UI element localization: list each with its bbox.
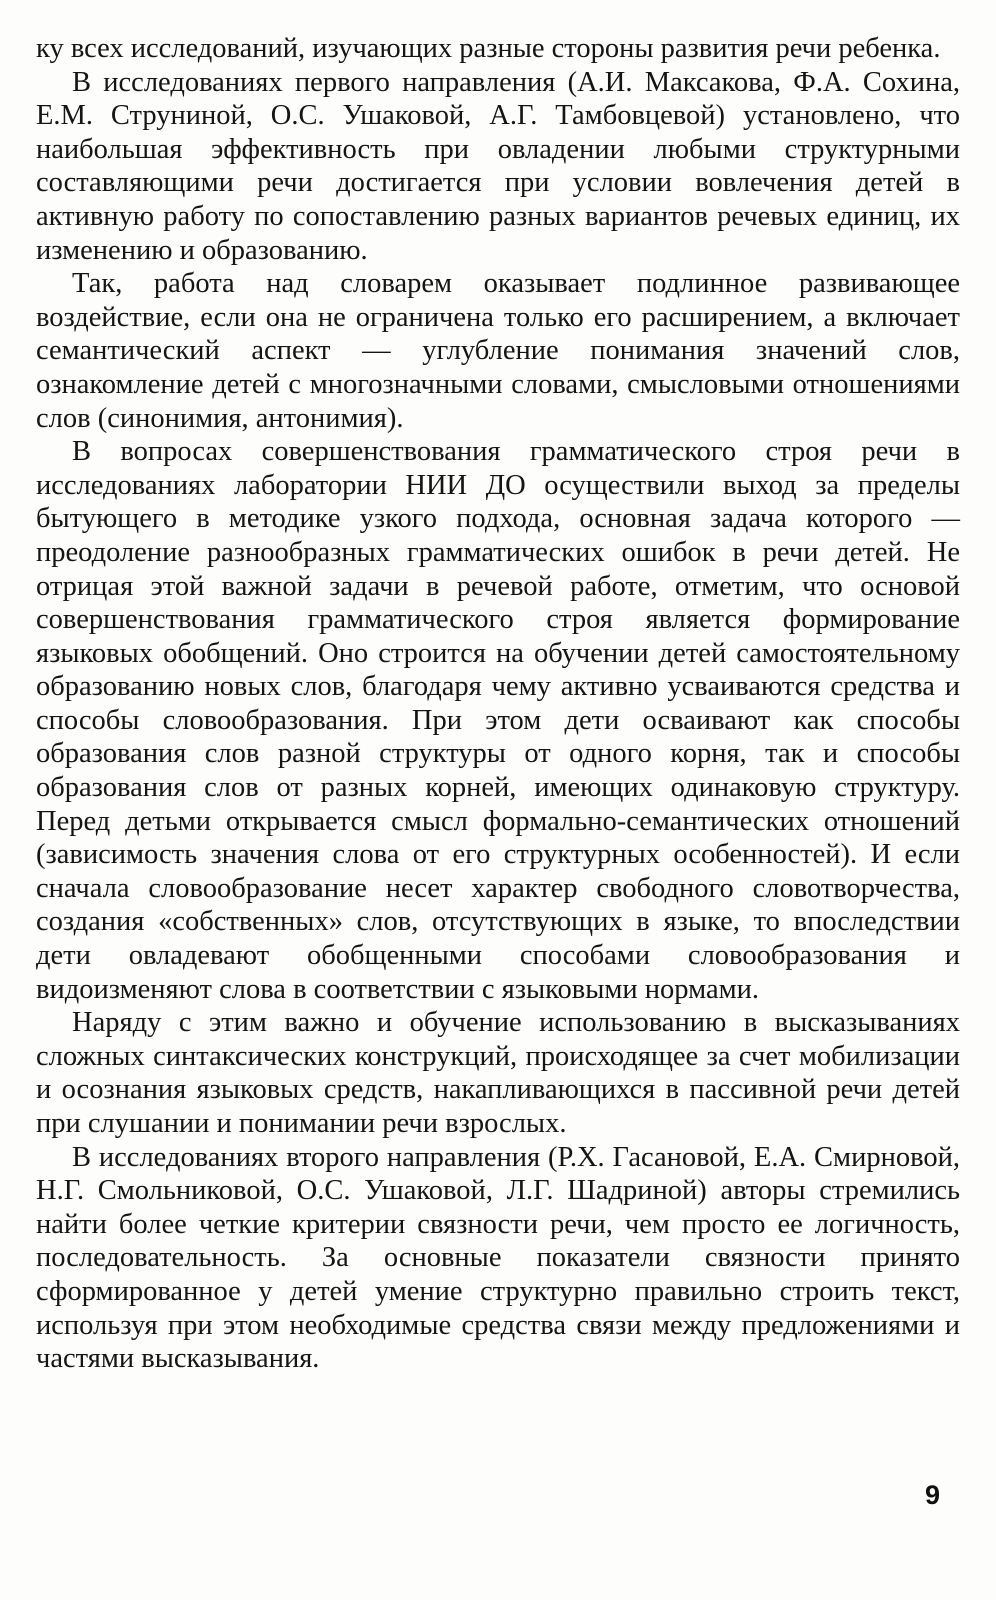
paragraph-continuation: ку всех исследований, изучающих разные стороны развития речи ребенка. (36, 33, 941, 64)
paragraph-grammar: В вопросах совершенствования грамматического строя речи в исследованиях лаборатории НИИ ДО осуществили выход за пределы бытующего в методике узкого подхода, основная задача которого — преодоление разнообразных грамматических ошибок в речи детей. Не отрицая этой важной задачи в речевой работе, отметим, что основой совершенствования грамматического строя является формирование языковых обобщений. Оно строится на обучении детей самостоятельному образованию новых слов, благодаря чему активно усваиваются средства и способы словообразования. При этом дети осваивают как способы образования слов разной структуры от одного корня, так и способы образования слов от разных корней, имеющих одинаковую структуру. Перед детьми открывается смысл формально-семантических отношений (зависимость значения слова от его структурных особенностей). И если сначала словообразование несет характер свободного словотворчества, создания «собственных» слов, отсутствующих в языке, то впоследствии дети овладевают обобщенными способами словообразования и видоизменяют слова в соответствии с языковыми нормами. (36, 436, 960, 1005)
body-text (36, 32, 960, 1376)
page-number: 9 (925, 1480, 941, 1510)
paragraph-syntax: Наряду с этим важно и обучение использованию в высказываниях сложных синтаксических конструкций, происходящее за счет мобилизации и осознания языковых средств, накапливающихся в пассивной речи детей при слушании и понимании речи взрослых. (36, 1007, 960, 1139)
paragraph-first-direction: В исследованиях первого направления (А.И. Максакова, Ф.А. Сохина, Е.М. Струниной, О.С. Ушаковой, А.Г. Тамбовцевой) установлено, что наибольшая эффективность при овладении любыми структурными составляющими речи достигается при условии вовлечения детей в активную работу по сопоставлению разных вариантов речевых единиц, их изменению и образованию. (36, 66, 960, 266)
paragraph-vocabulary: Так, работа над словарем оказывает подлинное развивающее воздействие, если она не ограничена только его расширением, а включает семантический аспект — углубление понимания значений слов, ознакомление детей с многозначными словами, смысловыми отношениями слов (синонимия, антонимия). (36, 268, 960, 434)
paragraph-second-direction: В исследованиях второго направления (Р.Х. Гасановой, Е.А. Смирновой, Н.Г. Смольниковой, О.С. Ушаковой, Л.Г. Шадриной) авторы стремились найти более четкие критерии связности речи, чем просто ее логичность, последовательность. За основные показатели связности принято сформированное у детей умение структурно правильно строить текст, используя при этом необходимые средства связи между предложениями и частями высказывания. (36, 1141, 960, 1375)
